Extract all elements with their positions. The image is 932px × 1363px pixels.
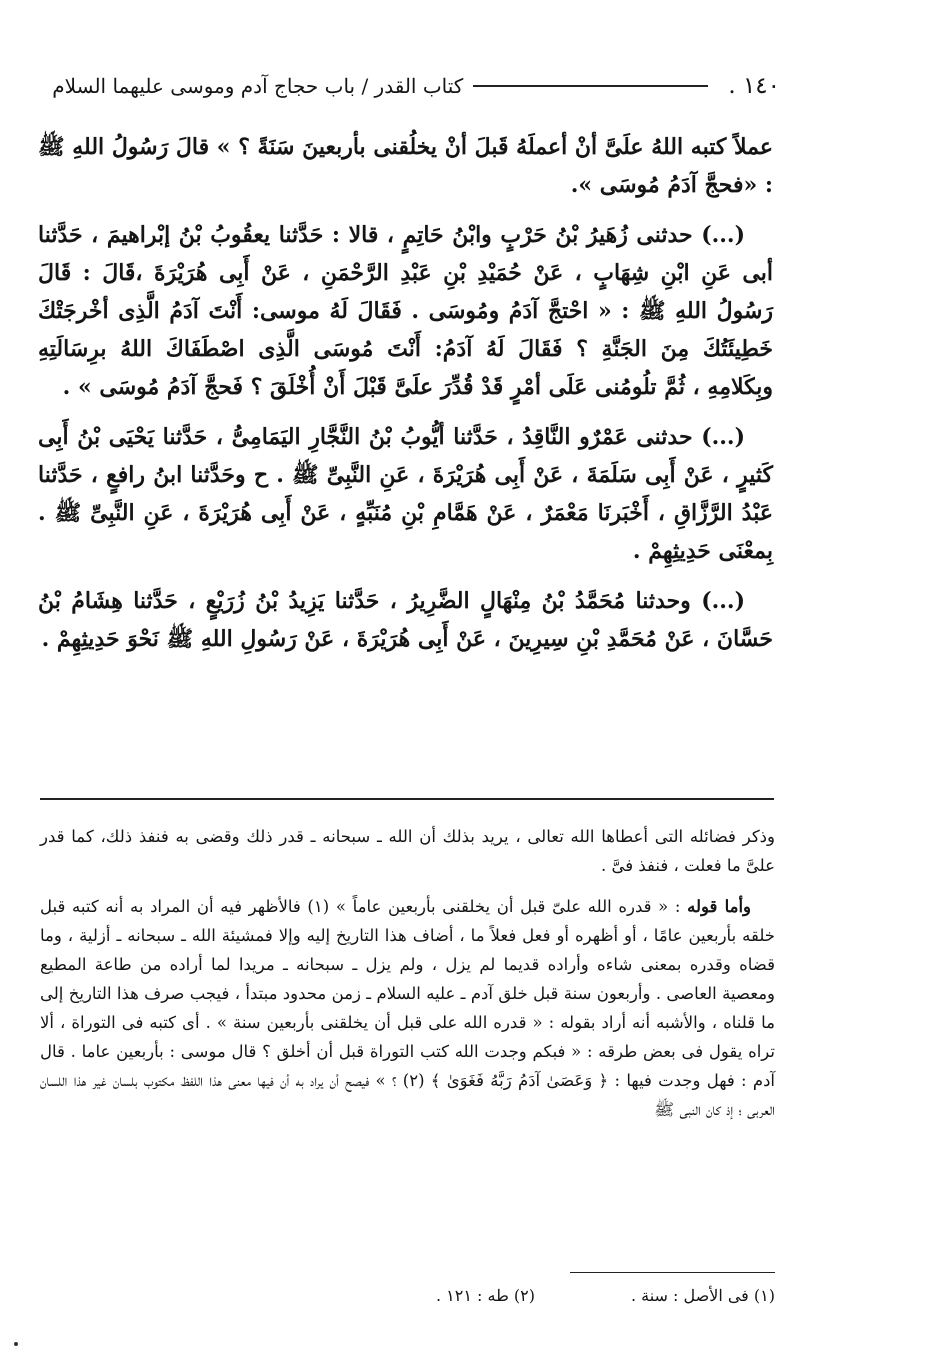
hadith-text [38, 128, 773, 670]
footnote-rule [570, 1272, 775, 1273]
hadith-paragraph: عملاً كتبه اللهُ علَىَّ أنْ أعملَهُ قَبلَ أنْ يخلُقنى بأربعينَ سَنَةً ؟ » قالَ رَسُولُ اللهِ ﷺ : «فحجَّ آدَمُ مُوسَى ». [38, 134, 773, 198]
commentary-lead: وأما قوله [687, 897, 751, 916]
footnote-1: (١) فى الأصل : سنة . [630, 1286, 775, 1305]
commentary-paragraph: وذكر فضائله التى أعطاها الله تعالى ، يريد بذلك أن الله ـ سبحانه ـ قدر ذلك وقضى به فنفذ ذلك، كما قدر علىَّ ما فعلت ، فنفذ فىَّ . [40, 827, 775, 875]
header-rule [473, 85, 708, 87]
hadith-paragraph: (...) حدثنى عَمْرٌو النَّاقِدُ ، حَدَّثنا أيُّوبُ بْنُ النَّجَّارِ اليَمَامِىُّ ، حَدَّثنا يَحْيَى بْنُ أَبِى كَثيرٍ ، عَنْ أَبِى سَلَمَةَ ، عَنْ أَبِى هُرَيْرَةَ ، عَنِ النَّبِىِّ ﷺ . ح وحَدَّثنا ابنُ رافعٍ ، حَدَّثنا عَبْدُ الرَّزَّاقِ ، أَخْبَرنَا مَعْمَرٌ ، عَنْ هَمَّامِ بْنِ مُنَبِّهٍ ، عَنْ أَبِى هُرَيْرَةَ ، عَنِ النَّبِىِّ ﷺ . بِمعْنَى حَدِيثِهِمْ . [38, 424, 773, 564]
commentary [40, 822, 775, 1136]
footnote-2: (٢) طه : ١٢١ . [436, 1286, 535, 1305]
page-number: ١٤٠ . [728, 73, 780, 99]
hadith-paragraph: (...) حدثنى زُهَيرُ بْنُ حَرْبٍ وابْنُ حَاتِمٍ ، قالا : حَدَّثنا يعقُوبُ بْنُ إبْراهيمَ ، حَدَّثنا أبى عَنِ ابْنِ شِهَابٍ ، عَنْ حُمَيْدِ بْنِ عَبْدِ الرَّحْمَنِ ، عَنْ أَبِى هُرَيْرَةَ ،قَالَ : قَالَ رَسُولُ اللهِ ﷺ : « احْتجَّ آدَمُ ومُوسَى . فَقَالَ لَهُ موسى: أَنْتَ آدَمُ الَّذِى أخْرجَتْكَ خَطِيئَتُكَ مِنَ الجَنَّةِ ؟ فَقَالَ لَهُ آدَمُ: أَنْتَ مُوسَى الَّذِى اصْطَفَاكَ اللهُ برِسَالَتِهِ وبِكَلامِهِ ، ثُمَّ تلُومُنى عَلَى أمْرٍ قَدْ قُدِّرَ علَىَّ قَبْلَ أَنْ أُخْلَقَ ؟ فَحجَّ آدَمُ مُوسَى » . [38, 222, 773, 400]
footnotes [40, 1286, 775, 1305]
margin-dot [14, 1342, 18, 1346]
commentary-paragraph [40, 892, 775, 1124]
chapter-title: كتاب القدر / باب حجاج آدم وموسى عليهما السلام [52, 74, 464, 98]
hadith-paragraph: (...) وحدثنا مُحَمَّدُ بْنُ مِنْهَالٍ الضَّرِيرُ ، حَدَّثنا يَزِيدُ بْنُ زُرَيْعٍ ، حَدَّثنا هِشَامُ بْنُ حَسَّانَ ، عَنْ مُحَمَّدِ بْنِ سِيرِينَ ، عَنْ أَبِى هُرَيْرَةَ ، عَنْ رَسُولِ اللهِ ﷺ نَحْوَ حَدِيثِهِمْ . [38, 588, 773, 652]
running-header [30, 66, 780, 106]
commentary-separator [40, 798, 774, 800]
commentary-body: : « قدره الله علىّ قبل أن يخلقنى بأربعين عاماً » (١) فالأظهر فيه أن المراد به أنه كتبه قبل خلقه بأربعين عامًا ، أو أظهره أو فعل فعلاً ما ، أضاف هذا التاريخ إليه وإلا فمشيئة الله ـ سبحانه ـ أزلية ، وما قضاه وقدره بمعنى شاءه وأراده قديما لم يزل ، ولم يزل ـ سبحانه ـ مريدا لما أراده من طاعة المطيع ومعصية العاصى . وأربعون سنة قبل خلق آدم ـ عليه السلام ـ زمن محدود مبتدأ ، فيجب صرف هذا التاريخ إلى ما قلناه ، والأشبه أنه أراد بقوله : « قدره الله على قبل أن يخلقنى بأربعين سنة » . أى كتبه فى التوراة ، ألا تراه يقول فى بعض طرقه : « فبكم وجدت الله كتب التوراة قبل أن أخلق ؟ قال موسى : بأربعين عاما . قال آدم : فهل وجدت فيها : ﴿ وَعَصَىٰ آدَمُ رَبَّهُ فَغَوَىٰ ﴾ (٢) ؟ » فيصح أن يراد به أن فيها معنى هذا اللفظ مكتوب بلسان غير هذا اللسان العربى ؛ إذ كان النبى ﷺ [40, 897, 776, 1119]
